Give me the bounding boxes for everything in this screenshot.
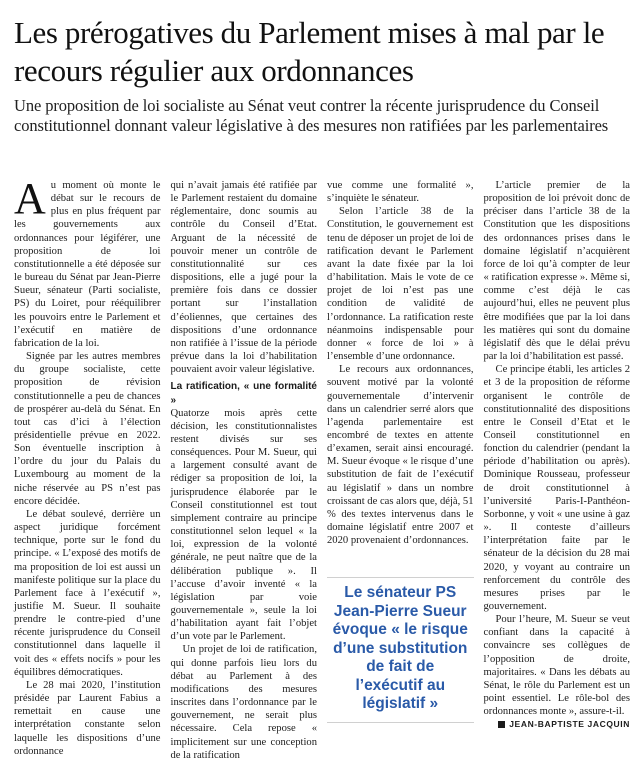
- column-3: [327, 179, 474, 762]
- article-body: [14, 174, 630, 761]
- headline: Les prérogatives du Parlement mises à mal par le recours régulier aux ordonnances: [14, 15, 605, 88]
- column-2: [171, 179, 318, 762]
- paragraph: Signée par les autres membres du groupe socialiste, cette proposition de révision constitutionnelle a peu de chances de prospérer au-delà du Sénat. En tout cas d’ici à l’élection présidentielle prévue en 2022. Son éventuelle inscription à l’ordre du jour du Palais du Luxembourg au moment de la niche réservée au PS n’est pas encore décidée.: [14, 351, 161, 507]
- byline-line: [484, 718, 631, 731]
- column-1: [14, 174, 161, 762]
- paragraph: Le recours aux ordonnances, souvent motivé par la volonté gouvernementale d’intervenir dans un calendrier serré alors que l’agenda parlementaire est encombré de textes en attente d’examen, serait ainsi encouragé. M. Sueur évoque « le risque d’une substitution de fait de l’exécutif au législatif » dans un nombre croissant de cas alors que, déjà, 51 % des textes intervenus dans le domaine législatif entre 2007 et 2020 provenaient d’ordonnances.: [327, 364, 474, 547]
- deck: Une proposition de loi socialiste au Sénat veut contrer la récente jurisprudence du Conseil constitutionnel donnant valeur législative à des mesures non ratifiées par les parlementaires: [14, 96, 609, 135]
- paragraph: Le 28 mai 2020, l’institution présidée par Laurent Fabius a remettait en cause une interprétation constante selon laquelle les dispositions d’une ordonnance: [14, 679, 161, 757]
- paragraph: qui n’avait jamais été ratifiée par le Parlement restaient du domaine réglementaire, donc soumis au contrôle du Conseil d’Etat. Arguant de la nécessité de pouvoir mener un contrôle de constitutionnalité sur ces dispositions, elle a jugé pour la première fois dans ce dossier portant sur l’installation d’éoliennes, que certaines des dispositions d’une ordonnance non ratifiée à l’issue de la période prévue dans la loi d’habilitation pouvaient avoir valeur législative.: [170, 180, 317, 376]
- paragraph: Le débat soulevé, derrière un aspect juridique forcément technique, porte sur le fond du principe. « L’exposé des motifs de ma proposition de loi est aussi un manifeste politique sur la place du Parlement face à l’exécutif », justifie M. Sueur. Il souhaite prendre le contre-pied d’une récente jurisprudence du Conseil constitutionnel dans laquelle il voit des « effets nocifs » pour les équilibres démocratiques.: [14, 508, 161, 678]
- byline: JEAN-BAPTISTE JACQUIN: [509, 719, 630, 730]
- paragraph: u moment où monte le débat sur le recours de plus en plus fréquent par les gouvernements aux ordonnances pour légiférer, une proposition de loi constitutionnelle a été déposée sur le bureau du Sénat par Jean-Pierre Sueur, sénateur (Parti socialiste, PS) du Loiret, pour rééquilibrer les pouvoirs entre le Parlement et l’exécutif en matière de fabrication de la loi.: [14, 180, 161, 349]
- subheading: La ratification, « une formalité »: [170, 381, 317, 406]
- paragraph: vue comme une formalité », s’inquiète le sénateur.: [327, 180, 474, 205]
- column-4: [484, 179, 631, 762]
- drop-cap: A: [14, 174, 46, 223]
- paragraph: Quatorze mois après cette décision, les constitutionnalistes restent divisés sur ses conséquences. Pour M. Sueur, qui a largement consulté avant de rédiger sa proposition de loi, la jurisprudence élaborée par le Conseil constitutionnel est tout simplement contraire au principe constitutionnel selon lequel « la loi, expression de la volonté générale, ne peut naître que de la délibération publique ». Il l’accuse d’avoir inventé « la législation par voie gouvernementale », seule la loi d’habilitation ayant fait l’objet d’un vote par le Parlement.: [170, 407, 317, 643]
- paragraph: Un projet de loi de ratification, qui donne parfois lieu lors du débat au Parlement à des modifications des mesures inscrites dans l’ordonnance par le gouvernement, ne serait plus nécessaire. Cela repose « implicitement sur une conception de la ratification: [170, 644, 317, 761]
- end-mark-icon: [498, 721, 505, 728]
- paragraph: Selon l’article 38 de la Constitution, le gouvernement est tenu de déposer un projet de loi de ratification devant le Parlement avant la date fixée par la loi d’habilitation. Mais le vote de ce projet de loi n’est pas une condition de validité de l’ordonnance. La ratification reste néanmoins indispensable pour donner « force de loi » à l’ensemble d’une ordonnance.: [327, 206, 474, 363]
- paragraph: L’article premier de la proposition de loi prévoit donc de préciser dans l’article 38 de la Constitution que les dispositions des ordonnances prises dans le domaine législatif n’acquièrent force de loi qu’à compter de leur « ratification expresse ». Même si, comme c’est déjà le cas aujourd’hui, elles ne peuvent plus être modifiées que par la loi dans les matières qui sont du domaine législatif dès que le délai prévu par la loi d’habilitation est passé.: [483, 180, 630, 363]
- paragraph: Ce principe établi, les articles 2 et 3 de la proposition de réforme organisent le contrôle de constitutionnalité des dispositions entre le Conseil d’Etat et le Conseil constitutionnel en fonction du calendrier (pendant la période d’habilitation ou après). Dominique Rousseau, professeur de droit constitutionnel à l’université Paris-I-Panthéon-Sorbonne, y voit « une usine à gaz ». Il conteste d’ailleurs l’interprétation faite par le sénateur de la décision du 28 mai 2020, y voyant au contraire un renforcement du contrôle des mesures prises par le gouvernement.: [483, 364, 630, 612]
- article-page: [0, 14, 644, 761]
- paragraph: Pour l’heure, M. Sueur se veut confiant dans la capacité à convaincre ses collègues de l’opposition de droite, majoritaires. « Dans les débats au Sénat, le rôle du Parlement est un point essentiel. Le rôle-bol des ordonnances monte », assure-t-il.: [483, 614, 630, 718]
- pull-quote: Le sénateur PS Jean-Pierre Sueur évoque « le risque d’une substitution de fait de l’exécutif au législatif »: [327, 577, 474, 723]
